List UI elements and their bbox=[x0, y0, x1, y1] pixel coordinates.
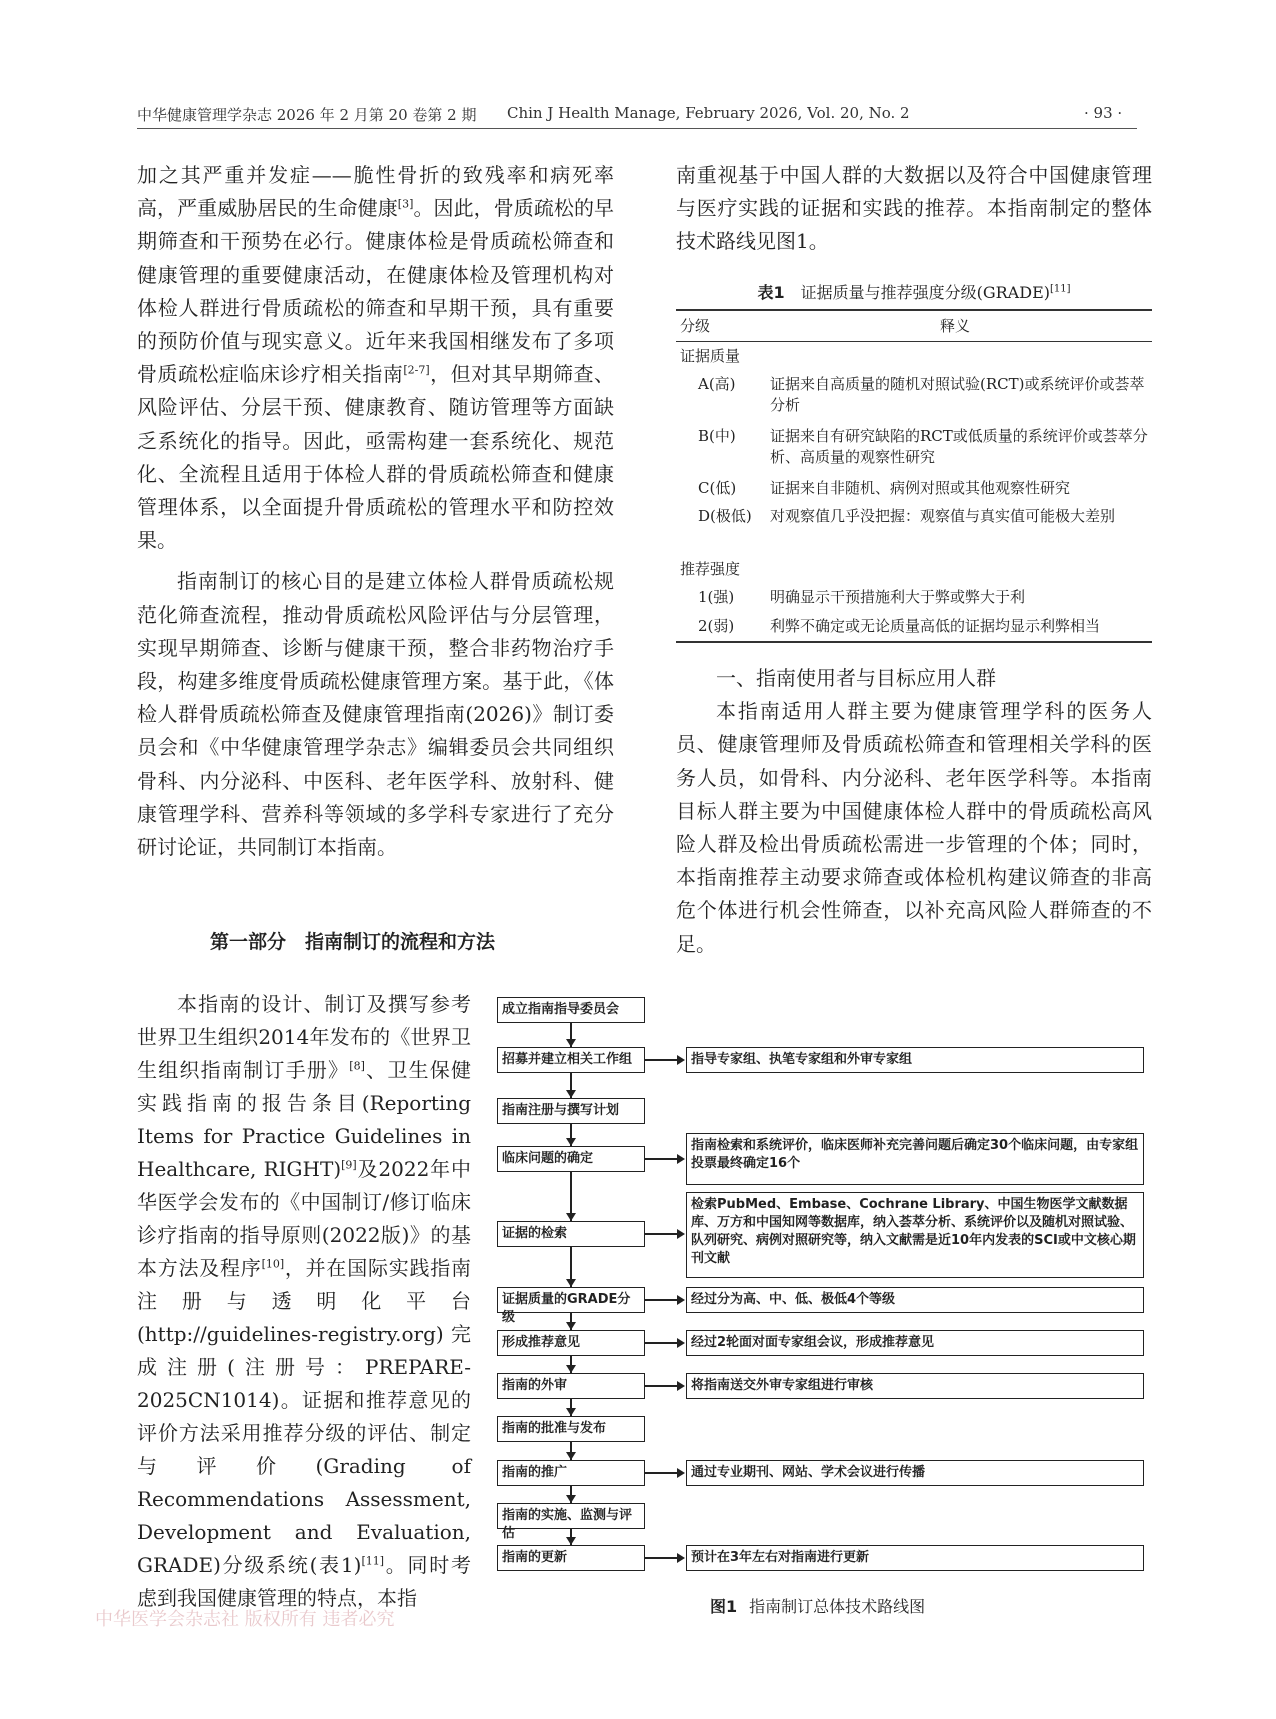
flow-step: 临床问题的确定 bbox=[497, 1146, 645, 1172]
flow-arrow bbox=[566, 1039, 576, 1047]
flow-arrow bbox=[566, 1213, 576, 1221]
flow-note: 经过2轮面对面专家组会议，形成推荐意见 bbox=[686, 1330, 1144, 1356]
flow-arrow bbox=[677, 1381, 685, 1391]
table-desc: 证据来自高质量的随机对照试验(RCT)或系统评价或荟萃分析 bbox=[770, 375, 1145, 414]
table-desc: 证据来自有研究缺陷的RCT或低质量的系统评价或荟萃分析、高质量的观察性研究 bbox=[770, 427, 1148, 466]
flow-step: 指南的更新 bbox=[497, 1545, 645, 1571]
flow-arrow bbox=[566, 1408, 576, 1416]
flow-note: 指南检索和系统评价，临床医师补充完善问题后确定30个临床问题，由专家组投票最终确定16个 bbox=[686, 1133, 1144, 1185]
subhead-users: 一、指南使用者与目标应用人群 bbox=[716, 666, 996, 690]
right-column-top bbox=[676, 159, 1152, 259]
table-top-rule bbox=[676, 309, 1152, 311]
flow-note: 将指南送交外审专家组进行审核 bbox=[686, 1373, 1144, 1399]
flow-connector bbox=[645, 1233, 677, 1235]
flow-connector bbox=[645, 1299, 677, 1301]
paragraph-intro: 加之其严重并发症——脆性骨折的致残率和病死率高，严重威胁居民的生命健康[3]。因此，骨质疏松的早期筛查和干预势在必行。健康体检是骨质疏松筛查和健康管理的重要健康活动，在健康体检及管理机构对体检人群进行骨质疏松的筛查和早期干预，具有重要的预防价值与现实意义。近年来我国相继发布了多项骨质疏松症临床诊疗相关指南[2-7]，但对其早期筛查、风险评估、分层干预、健康教育、随访管理等方面缺乏系统化的指导。因此，亟需构建一套系统化、规范化、全流程且适用于体检人群的骨质疏松筛查和健康管理体系，以全面提升骨质疏松的管理水平和防控效果。 bbox=[137, 163, 615, 553]
table-group-recommendation: 推荐强度 bbox=[680, 560, 741, 578]
flow-note: 通过专业期刊、网站、学术会议进行传播 bbox=[686, 1460, 1144, 1486]
table-desc: 对观察值几乎没把握：观察值与真实值可能极大差别 bbox=[770, 507, 1116, 525]
flow-connector bbox=[645, 1342, 677, 1344]
flow-note: 预计在3年左右对指南进行更新 bbox=[686, 1545, 1144, 1571]
table-mid-rule bbox=[676, 341, 1152, 342]
flow-connector bbox=[645, 1158, 677, 1160]
flow-step: 招募并建立相关工作组 bbox=[497, 1047, 645, 1073]
table-col-desc: 释义 bbox=[940, 317, 971, 335]
paragraph-purpose: 指南制订的核心目的是建立体检人群骨质疏松规范化筛查流程，推动骨质疏松风险评估与分层管理，实现早期筛查、诊断与健康干预，整合非药物治疗手段，构建多维度骨质疏松健康管理方案。基于此，《体检人群骨质疏松筛查及健康管理指南(2026)》制订委员会和《中华健康管理学杂志》编辑委员会共同组织骨科、内分泌科、中医科、老年医学科、放射科、健康管理学科、营养科等领域的多学科专家进行了充分研讨论证，共同制订本指南。 bbox=[137, 569, 614, 860]
paragraph-methods: 本指南的设计、制订及撰写参考世界卫生组织2014年发布的《世界卫生组织指南制订手册》[8]、卫生保健实践指南的报告条目(Reporting Items for Practice Guidelines in Healthcare, RIGHT)[9]及2022年中华医学会发布的《中国制订/修订临床诊疗指南的指导原则(2022版)》的基本方法及程序[10]，并在国际实践指南注册与透明化平台(http://guidelines-registry.org)完成注册(注册号：PREPARE-2025CN1014)。证据和推荐意见的评价方法采用推荐分级的评估、制定与评价(Grading of Recommendations Assessment, Development and Evaluation, GRADE)分级系统(表1)[11]。同时考虑到我国健康管理的特点，本指 bbox=[137, 992, 472, 1610]
flow-arrow bbox=[566, 1322, 576, 1330]
right-column-users bbox=[676, 662, 1152, 961]
flow-step: 指南的外审 bbox=[497, 1373, 645, 1399]
paragraph-users: 本指南适用人群主要为健康管理学科的医务人员、健康管理师及骨质疏松筛查和管理相关学科的医务人员，如骨科、内分泌科、老年医学科等。本指南目标人群主要为中国健康体检人群中的骨质疏松高风险人群及检出骨质疏松需进一步管理的个体；同时，本指南推荐主动要求筛查或体检机构建议筛查的非高危个体进行机会性筛查，以补充高风险人群筛查的不足。 bbox=[676, 699, 1152, 956]
table-bottom-rule bbox=[676, 641, 1152, 643]
flow-arrow bbox=[566, 1537, 576, 1545]
flow-arrow bbox=[566, 1090, 576, 1098]
table-col-grade: 分级 bbox=[680, 317, 711, 335]
flow-connector bbox=[645, 1472, 677, 1474]
flow-arrow bbox=[566, 1138, 576, 1146]
flow-step: 形成推荐意见 bbox=[497, 1330, 645, 1356]
flow-note: 指导专家组、执笔专家组和外审专家组 bbox=[686, 1047, 1144, 1073]
table-grade: A(高) bbox=[698, 375, 736, 393]
flow-arrow bbox=[677, 1154, 685, 1164]
table-grade: D(极低) bbox=[698, 507, 752, 525]
flow-step: 指南的推广 bbox=[497, 1460, 645, 1486]
table-desc: 利弊不确定或无论质量高低的证据均显示利弊相当 bbox=[770, 617, 1101, 635]
flow-arrow bbox=[566, 1365, 576, 1373]
table-grade: B(中) bbox=[698, 427, 736, 445]
journal-header-en: Chin J Health Manage, February 2026, Vol. 20, No. 2 bbox=[507, 104, 910, 122]
flow-arrow bbox=[677, 1229, 685, 1239]
table-title: 表1 证据质量与推荐强度分级(GRADE)[11] bbox=[757, 283, 1071, 302]
flow-arrow bbox=[566, 1495, 576, 1503]
flow-connector bbox=[645, 1385, 677, 1387]
paragraph-continued: 南重视基于中国人群的大数据以及符合中国健康管理与医疗实践的证据和实践的推荐。本指南制定的整体技术路线见图1。 bbox=[676, 163, 1152, 254]
table-grade: C(低) bbox=[698, 479, 737, 497]
left-column-top bbox=[137, 159, 614, 864]
flow-step: 证据质量的GRADE分级 bbox=[497, 1287, 645, 1313]
flow-note: 经过分为高、中、低、极低4个等级 bbox=[686, 1287, 1144, 1313]
table-grade: 1(强) bbox=[698, 588, 735, 606]
table-desc: 证据来自非随机、病例对照或其他观察性研究 bbox=[770, 479, 1071, 497]
page-number: · 93 · bbox=[1084, 104, 1123, 122]
flow-note: 检索PubMed、Embase、Cochrane Library、中国生物医学文献数据库、万方和中国知网等数据库，纳入荟萃分析、系统评价以及随机对照试验、队列研究、病例对照研究等，纳入文献需是近10年内发表的SCI或中文核心期刊文献 bbox=[686, 1192, 1144, 1278]
flow-arrow bbox=[677, 1468, 685, 1478]
journal-header-cn: 中华健康管理学杂志 2026 年 2 月第 20 卷第 2 期 bbox=[137, 106, 477, 124]
flow-arrow bbox=[677, 1338, 685, 1348]
flow-step: 指南的实施、监测与评估 bbox=[497, 1503, 645, 1529]
flow-arrow bbox=[566, 1279, 576, 1287]
flow-arrow bbox=[677, 1295, 685, 1305]
flow-step: 成立指南指导委员会 bbox=[497, 997, 645, 1023]
flow-arrow bbox=[677, 1553, 685, 1563]
section-title: 第一部分 指南制订的流程和方法 bbox=[210, 931, 496, 953]
flow-connector bbox=[645, 1059, 677, 1061]
table-grade: 2(弱) bbox=[698, 617, 735, 635]
left-column-methods bbox=[137, 988, 471, 1615]
flow-step: 指南的批准与发布 bbox=[497, 1416, 645, 1442]
publisher-watermark: 中华医学会杂志社 版权所有 违者必究 bbox=[95, 1609, 395, 1630]
table-group-evidence: 证据质量 bbox=[680, 347, 741, 365]
table-desc: 明确显示干预措施利大于弊或弊大于利 bbox=[770, 588, 1026, 606]
flow-arrow bbox=[566, 1452, 576, 1460]
flow-step: 证据的检索 bbox=[497, 1221, 645, 1247]
flow-arrow bbox=[677, 1055, 685, 1065]
header-rule bbox=[137, 128, 1137, 129]
figure-caption: 图1 指南制订总体技术路线图 bbox=[710, 1597, 926, 1616]
flow-connector bbox=[645, 1557, 677, 1559]
flow-step: 指南注册与撰写计划 bbox=[497, 1098, 645, 1124]
